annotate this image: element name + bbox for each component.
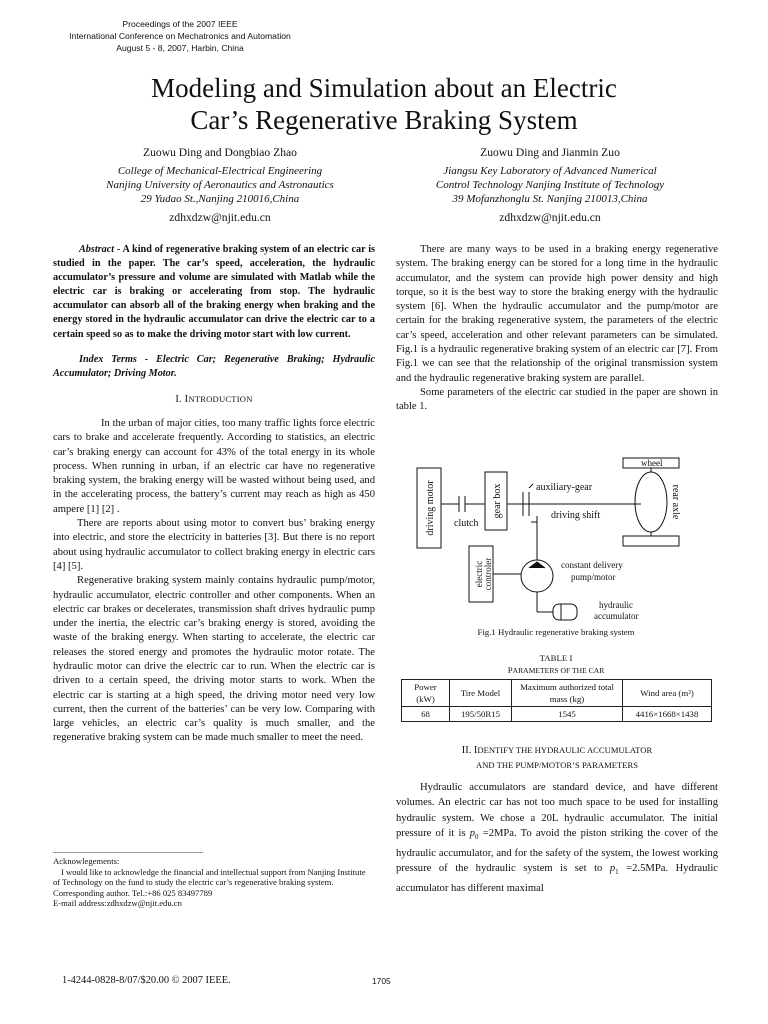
- symbol-sub: 1: [615, 868, 619, 877]
- title-line-1: Modeling and Simulation about an Electric: [151, 73, 617, 103]
- conference-line-1: Proceedings of the 2007 IEEE: [122, 19, 238, 29]
- gear-box-label: gear box: [492, 483, 503, 519]
- intro-paragraph: There are reports about using motor to convert bus’ braking energy into electric, and store the electricity in batteries [3]. But there is no report about using hydraulic accumulator to collect braking energy in electric cars [4] [5].: [53, 518, 375, 572]
- author-email: zdhxdzw@njit.edu.cn: [499, 211, 601, 224]
- author-block-1: [55, 146, 385, 225]
- author-names: Zuowu Ding and Jianmin Zuo: [480, 146, 620, 159]
- index-terms-text: - Electric Car; Regenerative Braking; Hydraulic Accumulator; Driving Motor.: [53, 353, 375, 379]
- section-title-initial: I: [473, 745, 478, 756]
- section-number: II.: [461, 745, 472, 756]
- author-affiliation: [55, 164, 385, 206]
- pump-arrow: [529, 562, 545, 568]
- affiliation-line: 29 Yudao St.,Nanjing 210016,China: [140, 193, 300, 205]
- conference-header: [60, 18, 300, 54]
- table-cell: 195/50R15: [450, 707, 512, 722]
- table-header: Tire Model: [450, 680, 512, 707]
- controler-label: controler: [483, 557, 493, 591]
- table-cell: 68: [402, 707, 450, 722]
- symbol-sub: 0: [475, 833, 479, 842]
- section-title-rest: DENTIFY THE HYDRAULIC ACCUMULATOR: [477, 745, 653, 755]
- author-email: zdhxdzw@njit.edu.cn: [169, 211, 271, 224]
- electric-label: electric: [474, 560, 484, 588]
- driving-shift-label: driving shift: [551, 510, 601, 521]
- table-title: [396, 652, 716, 677]
- copyright-footer: 1-4244-0828-8/07/$20.00 © 2007 IEEE.: [62, 975, 231, 986]
- table-header: Power (kW): [402, 680, 450, 707]
- clutch-label: clutch: [454, 518, 479, 529]
- table-cell: 4416×1668×1438: [623, 707, 712, 722]
- driving-motor-label: driving motor: [425, 480, 436, 536]
- body-paragraph: Some parameters of the electric car studied in the paper are shown in table 1.: [396, 386, 718, 413]
- rear-axle-label: rear axle: [670, 484, 681, 520]
- wheel-bottom: [623, 536, 679, 546]
- section-2-text: [396, 780, 718, 896]
- symbol-p: p: [469, 828, 476, 840]
- abstract-text: - A kind of regenerative braking system of an electric car is studied in the paper. The car’s speed, acceleration, the hydraulic accumulator’s pressure and volume are simulated with Matlab while the electric car is braking or accelerating from stop. The hydraulic accumulator can absorb all of the braking energy when braking and the energy stored in the hydraulic accumulator can drive the electric car to a certain speed so as to make the driving motor start with low current.: [53, 244, 375, 340]
- section-title-rest: NTRODUCTION: [188, 393, 253, 404]
- conference-line-3: August 5 - 8, 2007, Harbin, China: [116, 43, 244, 53]
- abstract-label: Abstract: [79, 244, 115, 255]
- auxiliary-gear-label: auxiliary-gear: [536, 482, 593, 493]
- footnote-text: I would like to acknowledge the financial and intellectual support from Nanjing Institute of Technology on the fund to study the electric car’s regenerative braking system.: [53, 866, 366, 888]
- table-caption: [396, 664, 716, 677]
- affiliation-line: Control Technology Nanjing Institute of Technology: [435, 179, 665, 191]
- accumulator-label-line1: hydraulic: [599, 600, 633, 610]
- rear-axle: [635, 472, 667, 532]
- affiliation-line: College of Mechanical-Electrical Engineering: [117, 165, 323, 177]
- title-line-2: Car’s Regenerative Braking System: [190, 105, 578, 135]
- table-header: Wind area (m²): [623, 680, 712, 707]
- table-number: TABLE I: [539, 653, 573, 663]
- footnote: [53, 852, 373, 909]
- table-caption-initial: P: [507, 665, 513, 675]
- text-run: =2MPa. To avoid the piston striking the cover of the hydraulic accumulator, and for the safety of the system, the lowest working pressure of the hydraulic system is set to: [396, 828, 718, 875]
- section-2-paragraph: [396, 780, 718, 896]
- section-2-line-2: AND THE PUMP/MOTOR’S PARAMETERS: [476, 760, 638, 770]
- affiliation-line: 39 Mofanzhonglu St. Nanjing 210013,China: [452, 193, 648, 205]
- accumulator-label-line2: accumulator: [594, 611, 639, 621]
- pump-label-line2: pump/motor: [571, 572, 616, 582]
- section-title-initial: I: [184, 393, 189, 405]
- intro-paragraph: In the urban of major cities, too many traffic lights force electric cars to brake and accelerate frequently. According to statistics, an electric car’s braking energy can account for 43% of the total energy in its whole process. When running in urban, if an electric car have no regenerative braking system, the braking energy will be wasted without being used, and in the accelerating process, the battery’s current may reach as high as 450 ampere [1] [2] .: [53, 417, 375, 515]
- footnote-contact: Corresponding author. Tel.:+86 025 83497789: [53, 887, 213, 898]
- body-paragraph: There are many ways to be used in a braking energy regenerative system. The braking energy can be stored for a long time in the hydraulic accumulator, and the system can provide high power density and high torque, so it is the best way to store the braking energy with the hydraulic system [6]. When the hydraulic accumulator and the pump/motor are certain for the braking regenerative system, the parameters of the electric car’s speed, acceleration and other relevant parameters can be simulated. Fig.1 is a hydraulic regenerative braking system of an electric car [7]. From Fig.1 we can see that the relationship of the original transmission system and the hydraulic regenerative braking system are parallel.: [396, 244, 718, 384]
- text-run: Hydraulic accumulators are standard device, and have different volumes. An electric car has not too much space to be used for installing hydraulic system. We chose a 20L hydraulic accumulator. The initial pressure of it is: [396, 782, 718, 840]
- figure-1-diagram: [411, 454, 711, 632]
- author-affiliation: [385, 164, 715, 206]
- parameters-table: [401, 679, 712, 722]
- pump-label-line1: constant delivery: [561, 560, 623, 570]
- abstract: [53, 243, 375, 342]
- affiliation-line: Nanjing University of Aeronautics and Astronautics: [106, 179, 334, 191]
- table-row: [402, 707, 712, 722]
- page-number: 1705: [372, 976, 391, 986]
- symbol-p: p: [609, 863, 616, 875]
- left-column: [53, 243, 375, 746]
- index-terms-label: Index Terms: [79, 353, 137, 365]
- footnote-heading: Acknowlegements:: [53, 856, 120, 866]
- figure-caption: Fig.1 Hydraulic regenerative braking system: [477, 627, 635, 637]
- pointer-line: [529, 484, 533, 488]
- table-cell: 1545: [512, 707, 623, 722]
- wheel-label: wheel: [641, 458, 663, 468]
- intro-paragraph: Regenerative braking system mainly contains hydraulic pump/motor, hydraulic accumulator, electric controller and other components. When an electric car brakes or decelerates, transmission shaft drives hydraulic pump under the inertia, the electric car’s braking energy is stored, avoiding the waste of the braking energy. When starting to accelerate, the electric car releases the stored energy and promotes the hydraulic motor rotate. The hydraulic motor can drive the electric car to run. When the electric car is driven to a certain speed, the driving motor starts to work. When the electric car is starting at a high speed, the driving motor need very low current, then the current of the batteries’ can be very low. Comparing with large vehicles, an electric car’s quality is much smaller, and the regenerative braking system can be made much smaller to meet the need.: [53, 575, 375, 744]
- text-run: =2.5MPa. Hydraulic accumulator has different maximal: [396, 863, 718, 894]
- accumulator: [553, 604, 577, 620]
- table-header: Maximum authorized total mass (kg): [512, 680, 623, 707]
- footnote-email: E-mail address:zdhxdzw@njit.edu.cn: [53, 898, 182, 909]
- section-number: I.: [175, 393, 182, 405]
- table-caption-rest: ARAMETERS OF THE CAR: [512, 666, 605, 675]
- table-header-row: [402, 680, 712, 707]
- affiliation-line: Jiangsu Key Laboratory of Advanced Numerical: [443, 165, 657, 177]
- section-heading-introduction: [53, 392, 375, 407]
- author-names: Zuowu Ding and Dongbiao Zhao: [143, 146, 297, 159]
- right-column: [396, 243, 718, 415]
- index-terms: [53, 353, 375, 381]
- author-block-2: [385, 146, 715, 225]
- section-heading-2: [396, 743, 718, 772]
- footnote-rule: [53, 852, 203, 853]
- conference-line-2: International Conference on Mechatronics and Automation: [69, 31, 291, 41]
- paper-title: [0, 72, 768, 136]
- section-2-line-1: [396, 743, 718, 758]
